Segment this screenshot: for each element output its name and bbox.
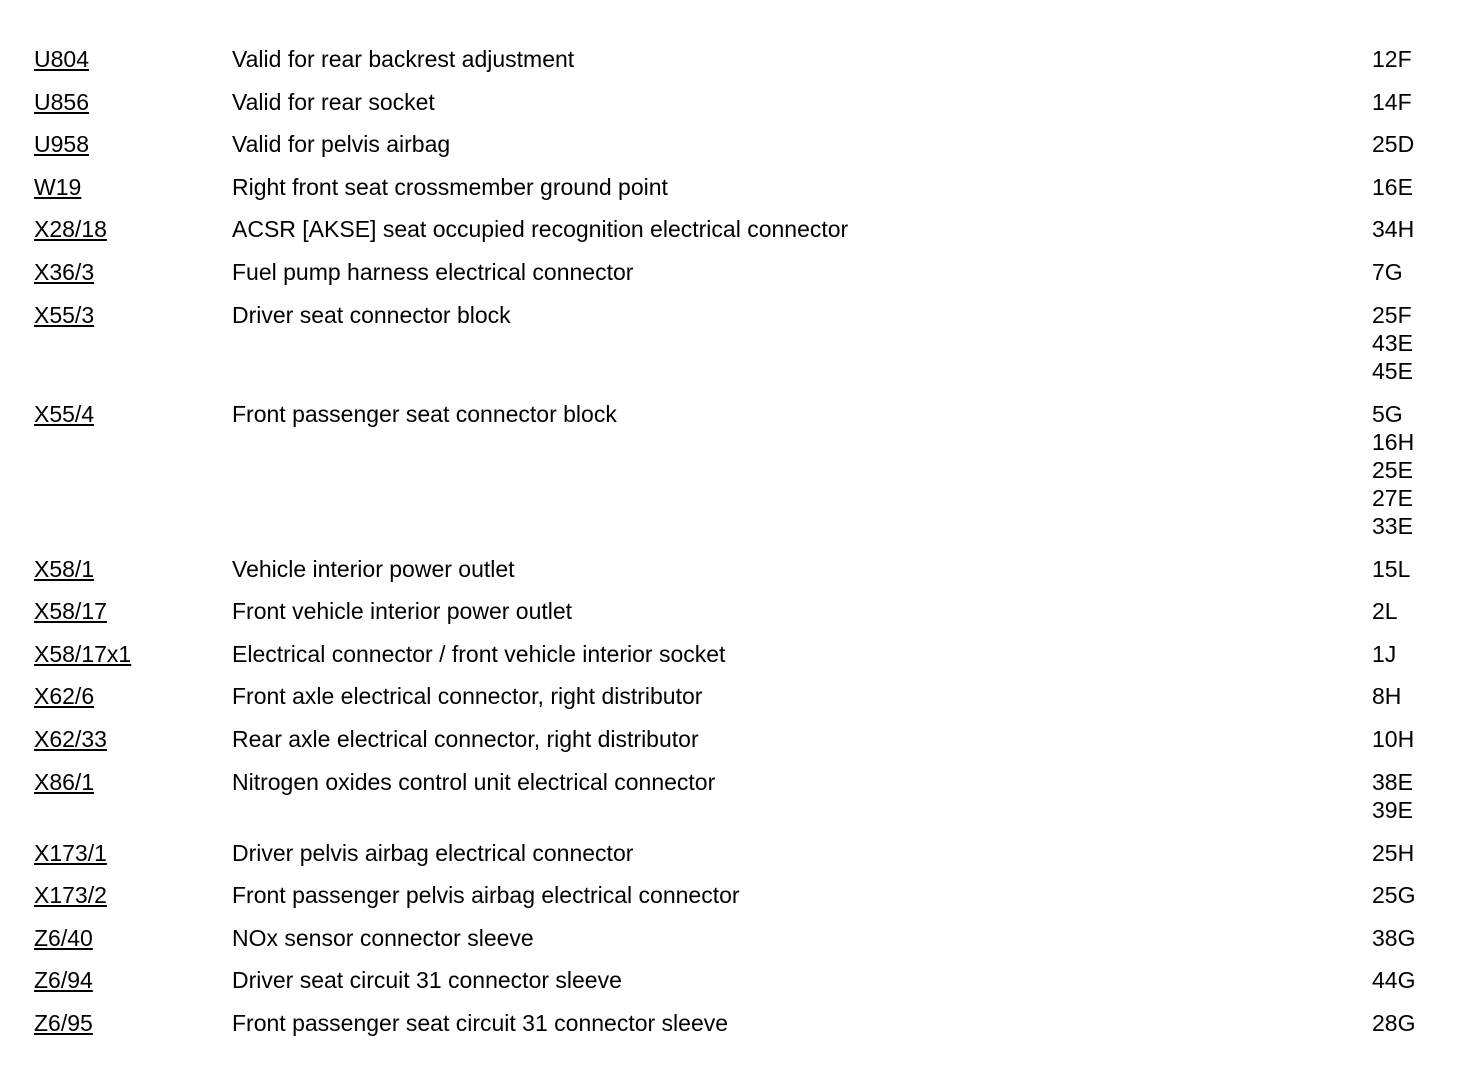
component-description: Valid for pelvis airbag xyxy=(232,131,451,158)
component-description: Front passenger pelvis airbag electrical connector xyxy=(232,882,740,909)
component-code-link[interactable]: X173/1 xyxy=(34,839,107,866)
component-code-link[interactable]: X58/17 xyxy=(34,598,107,625)
grid-reference-list xyxy=(1372,768,1444,824)
grid-reference-list xyxy=(1372,88,1444,116)
component-description: Front axle electrical connector, right distributor xyxy=(232,683,703,710)
component-description: ACSR [AKSE] seat occupied recognition electrical connector xyxy=(232,216,849,243)
grid-reference: 25E xyxy=(1372,456,1413,483)
list-item xyxy=(34,130,1444,158)
list-item xyxy=(34,966,1444,994)
grid-reference-list xyxy=(1372,215,1444,243)
list-item xyxy=(34,682,1444,710)
component-code-link[interactable]: W19 xyxy=(34,173,82,200)
grid-reference: 25G xyxy=(1372,882,1416,909)
component-code-link[interactable]: U856 xyxy=(34,88,89,115)
grid-reference: 33E xyxy=(1372,512,1413,539)
list-item xyxy=(34,173,1444,201)
component-description: Fuel pump harness electrical connector xyxy=(232,258,634,285)
list-item xyxy=(34,597,1444,625)
component-description: Front vehicle interior power outlet xyxy=(232,598,573,625)
grid-reference-list xyxy=(1372,258,1444,286)
grid-reference: 15L xyxy=(1372,555,1411,582)
component-code-link[interactable]: X62/6 xyxy=(34,683,95,710)
grid-reference: 27E xyxy=(1372,484,1413,511)
grid-reference-list xyxy=(1372,400,1444,540)
component-description: Vehicle interior power outlet xyxy=(232,555,515,582)
grid-reference: 8H xyxy=(1372,683,1402,710)
grid-reference: 10H xyxy=(1372,725,1415,752)
component-code-link[interactable]: X36/3 xyxy=(34,258,95,285)
component-description: Front passenger seat connector block xyxy=(232,400,617,427)
component-description: Valid for rear socket xyxy=(232,88,435,115)
component-code-link[interactable]: X173/2 xyxy=(34,882,107,909)
grid-reference: 16E xyxy=(1372,173,1413,200)
component-description: Driver pelvis airbag electrical connector xyxy=(232,839,634,866)
component-code-link[interactable]: X55/4 xyxy=(34,400,95,427)
component-code-link[interactable]: X55/3 xyxy=(34,301,95,328)
grid-reference: 44G xyxy=(1372,967,1416,994)
grid-reference: 45E xyxy=(1372,357,1413,384)
component-description: Driver seat circuit 31 connector sleeve xyxy=(232,967,622,994)
component-legend-list xyxy=(34,45,1444,1052)
component-code-link[interactable]: X58/17x1 xyxy=(34,640,132,667)
list-item xyxy=(34,301,1444,385)
grid-reference-list xyxy=(1372,924,1444,952)
grid-reference: 14F xyxy=(1372,88,1412,115)
component-code-link[interactable]: U958 xyxy=(34,131,89,158)
grid-reference: 5G xyxy=(1372,400,1403,427)
grid-reference-list xyxy=(1372,640,1444,668)
grid-reference: 1J xyxy=(1372,640,1397,667)
component-description: Electrical connector / front vehicle interior socket xyxy=(232,640,726,667)
grid-reference: 16H xyxy=(1372,428,1415,455)
grid-reference-list xyxy=(1372,597,1444,625)
component-description: Nitrogen oxides control unit electrical connector xyxy=(232,768,716,795)
grid-reference-list xyxy=(1372,555,1444,583)
list-item xyxy=(34,45,1444,73)
grid-reference-list xyxy=(1372,130,1444,158)
grid-reference: 25F xyxy=(1372,301,1412,328)
grid-reference: 12F xyxy=(1372,46,1412,72)
grid-reference-list xyxy=(1372,839,1444,867)
component-code-link[interactable]: Z6/94 xyxy=(34,967,93,994)
component-code-link[interactable]: X86/1 xyxy=(34,768,95,795)
list-item xyxy=(34,839,1444,867)
grid-reference-list xyxy=(1372,682,1444,710)
component-code-link[interactable]: X28/18 xyxy=(34,216,107,243)
grid-reference: 28G xyxy=(1372,1009,1416,1036)
grid-reference-list xyxy=(1372,45,1444,73)
grid-reference-list xyxy=(1372,725,1444,753)
list-item xyxy=(34,215,1444,243)
component-description: NOx sensor connector sleeve xyxy=(232,924,534,951)
list-item xyxy=(34,555,1444,583)
grid-reference-list xyxy=(1372,966,1444,994)
list-item xyxy=(34,725,1444,753)
grid-reference-list xyxy=(1372,301,1444,385)
component-code-link[interactable]: X62/33 xyxy=(34,725,107,752)
component-description: Driver seat connector block xyxy=(232,301,511,328)
grid-reference: 39E xyxy=(1372,796,1413,823)
list-item xyxy=(34,1009,1444,1037)
component-description: Right front seat crossmember ground point xyxy=(232,173,668,200)
grid-reference: 25D xyxy=(1372,131,1415,158)
grid-reference-list xyxy=(1372,173,1444,201)
grid-reference-list xyxy=(1372,1009,1444,1037)
list-item xyxy=(34,640,1444,668)
grid-reference: 25H xyxy=(1372,839,1415,866)
grid-reference: 7G xyxy=(1372,258,1403,285)
component-code-link[interactable]: U804 xyxy=(34,46,89,72)
component-description: Front passenger seat circuit 31 connector sleeve xyxy=(232,1009,729,1036)
grid-reference-list xyxy=(1372,881,1444,909)
component-code-link[interactable]: X58/1 xyxy=(34,555,95,582)
list-item xyxy=(34,768,1444,824)
grid-reference: 2L xyxy=(1372,598,1398,625)
grid-reference: 38E xyxy=(1372,768,1413,795)
list-item xyxy=(34,881,1444,909)
component-description: Valid for rear backrest adjustment xyxy=(232,46,575,72)
grid-reference: 38G xyxy=(1372,924,1416,951)
list-item xyxy=(34,88,1444,116)
component-description: Rear axle electrical connector, right distributor xyxy=(232,725,699,752)
grid-reference: 43E xyxy=(1372,329,1413,356)
list-item xyxy=(34,400,1444,540)
grid-reference: 34H xyxy=(1372,216,1415,243)
list-item xyxy=(34,258,1444,286)
component-code-link[interactable]: Z6/95 xyxy=(34,1009,93,1036)
component-code-link[interactable]: Z6/40 xyxy=(34,924,93,951)
list-item xyxy=(34,924,1444,952)
